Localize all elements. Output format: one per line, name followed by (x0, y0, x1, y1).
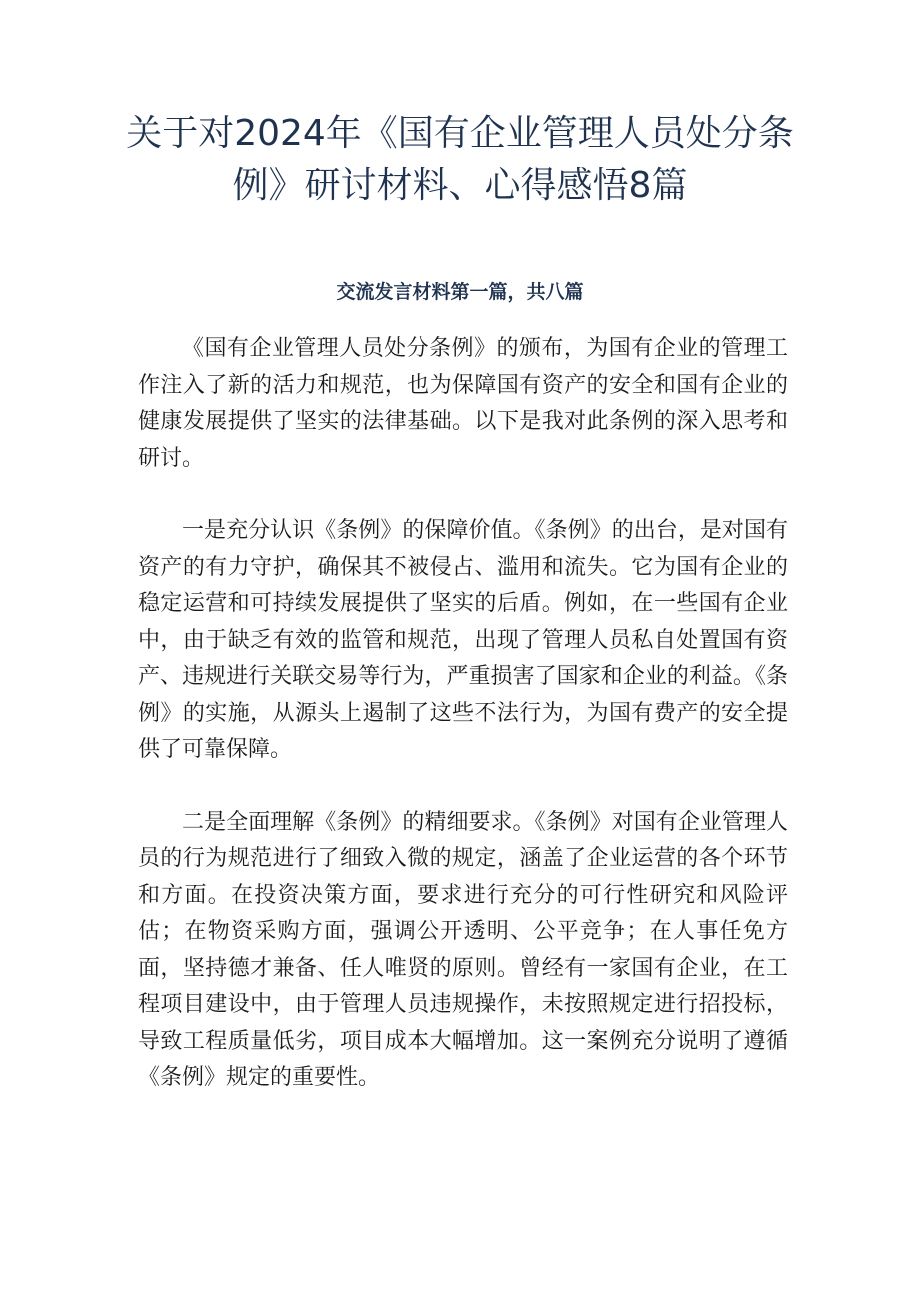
paragraph-intro: 《国有企业管理人员处分条例》的颁布，为国有企业的管理工作注入了新的活力和规范，也为保障国有资产的安全和国有企业的健康发展提供了坚实的法律基础。以下是我对此条例的深入思考和研讨。 (138, 336, 788, 471)
document-body (138, 331, 788, 1097)
section-subtitle: 交流发言材料第一篇，共八篇 (336, 281, 584, 303)
document-title: 关于对2024年《国有企业管理人员处分条例》研讨材料、心得感悟8篇 (126, 113, 794, 206)
paragraph-point-one: 一是充分认识《条例》的保障价值。《条例》的出台，是对国有资产的有力守护，确保其不被侵占、滥用和流失。它为国有企业的稳定运营和可持续发展提供了坚实的后盾。例如，在一些国有企业中，由于缺乏有效的监管和规范，出现了管理人员私自处置国有资产、违规进行关联交易等行为，严重损害了国家和企业的利益。《条例》的实施，从源头上遏制了这些不法行为，为国有费产的安全提供了可靠保障。 (138, 518, 788, 762)
paragraph-point-two: 二是全面理解《条例》的精细要求。《条例》对国有企业管理人员的行为规范进行了细致入微的规定，涵盖了企业运营的各个环节和方面。在投资决策方面，要求进行充分的可行性研究和风险评估；在物资采购方面，强调公开透明、公平竞争；在人事任免方面，坚持德才兼备、任人唯贤的原则。曾经有一家国有企业，在工程项目建设中，由于管理人员违规操作，未按照规定进行招投标，导致工程质量低劣，项目成本大幅增加。这一案例充分说明了遵循《条例》规定的重要性。 (138, 809, 788, 1090)
